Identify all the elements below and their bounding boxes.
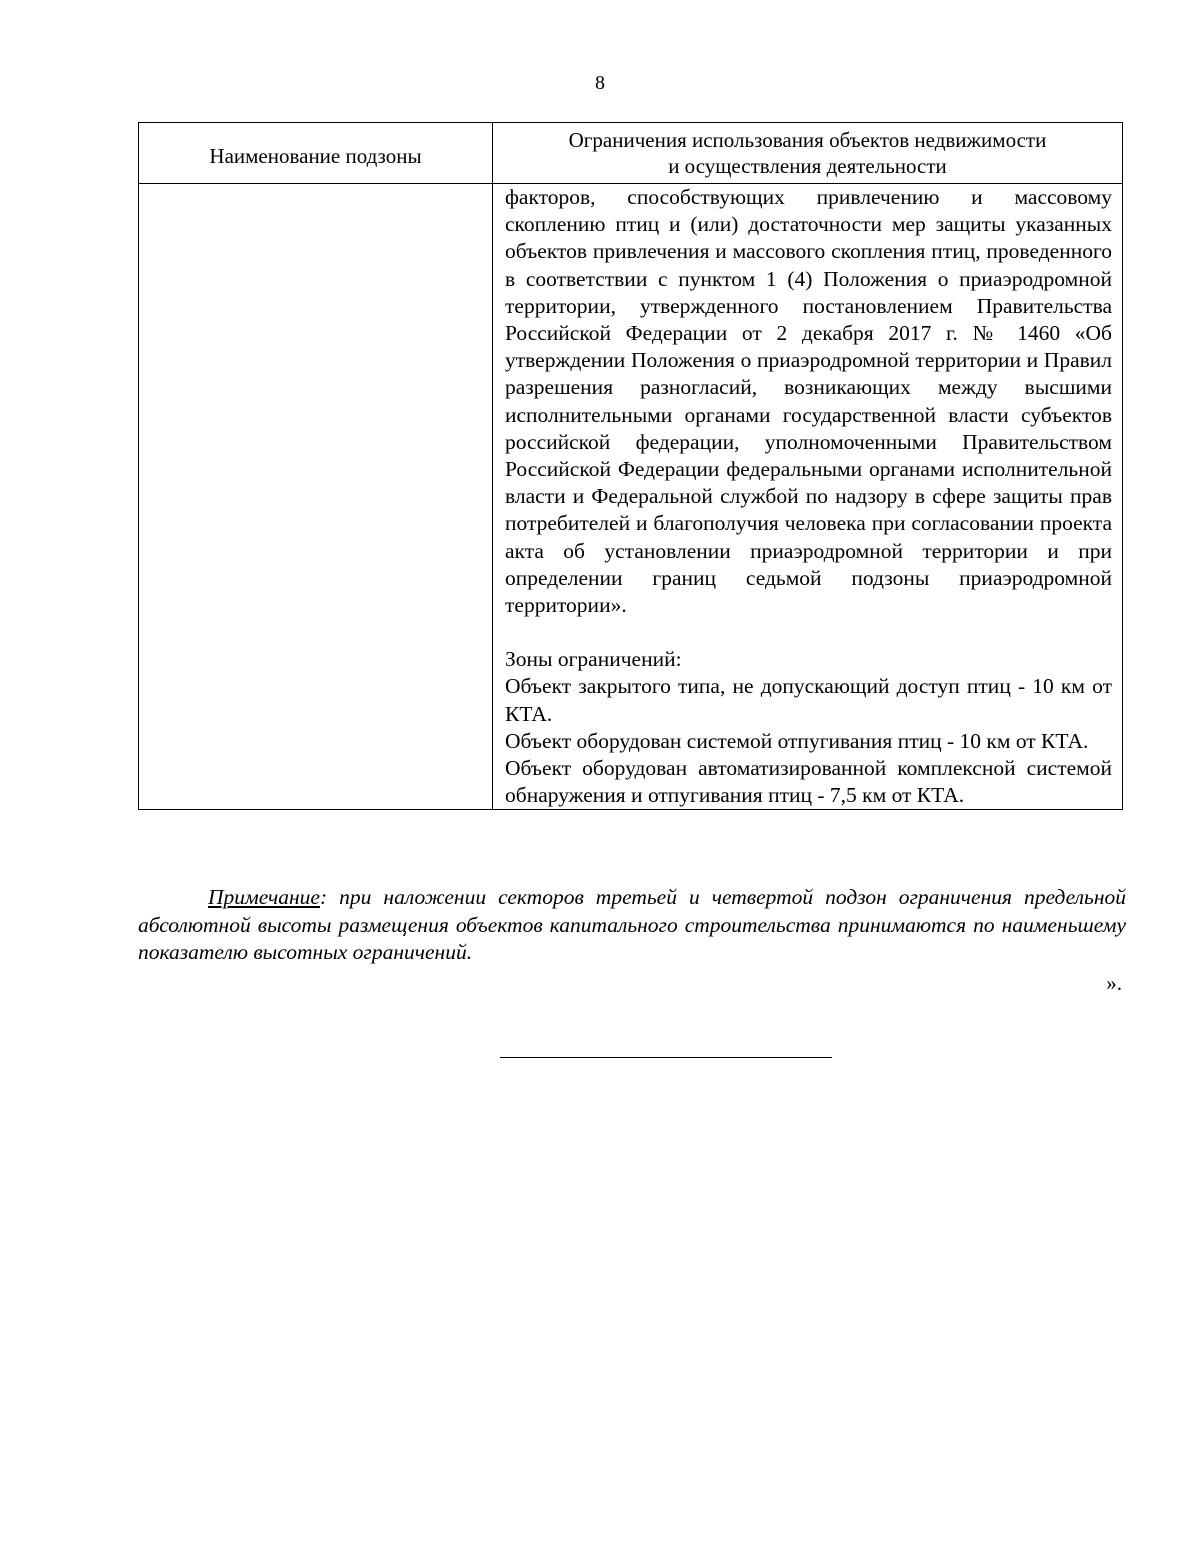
restrictions-table (138, 122, 1123, 810)
separator-line (500, 1057, 832, 1058)
closing-quote: ». (1106, 971, 1122, 995)
paragraph-spacer (505, 619, 1112, 646)
table-note (138, 884, 1126, 967)
page-number: 8 (595, 72, 605, 94)
restriction-zones-heading: Зоны ограничений: (505, 647, 682, 672)
restriction-zone-item: Объект оборудован автоматизированной комплексной системой обнаружения и отпугивания птиц - 7,5 км от КТА. (505, 756, 1112, 808)
note-label: Примечание (208, 885, 320, 909)
restriction-zone-item: Объект оборудован системой отпугивания птиц - 10 км от КТА. (505, 728, 1089, 753)
restriction-zone-item: Объект закрытого типа, не допускающий доступ птиц - 10 км от КТА. (505, 674, 1112, 726)
header-restrictions-line1: Ограничения использования объектов недвижимости (568, 128, 1047, 152)
restrictions-cell (493, 184, 1123, 810)
table-row (139, 184, 1123, 810)
table-header-row (139, 123, 1123, 184)
header-subzone-name (139, 123, 493, 184)
header-restrictions-line2: и осуществления деятельности (668, 154, 947, 178)
header-restrictions (493, 123, 1123, 184)
restrictions-paragraph: факторов, способствующих привлечению и массовому скоплению птиц и (или) достаточности мер защиты указанных объектов привлечения и массового скопления птиц, проведенного в соответствии с пунктом 1 (4) Положения о приаэродромной территории, утвержденного постановлением Правительства Российской Федерации от 2 декабря 2017 г. № 1460 «Об утверждении Положения о приаэродромной территории и Правил разрешения разногласий, возникающих между высшими исполнительными органами государственной власти субъектов российской федерации, уполномоченными Правительством Российской Федерации федеральными органами исполнительной власти и Федеральной службой по надзору в сфере защиты прав потребителей и благополучия человека при согласовании проекта акта об установлении приаэродромной территории и при определении границ седьмой подзоны приаэродромной территории». (505, 185, 1112, 618)
note-text: : при наложении секторов третьей и четвертой подзон ограничения предельной абсолютной высоты размещения объектов капитального строительства принимаются по наименьшему показателю высотных ограничений. (138, 885, 1126, 964)
subzone-name-cell (139, 184, 493, 810)
header-subzone-name-text: Наименование подзоны (209, 144, 422, 168)
